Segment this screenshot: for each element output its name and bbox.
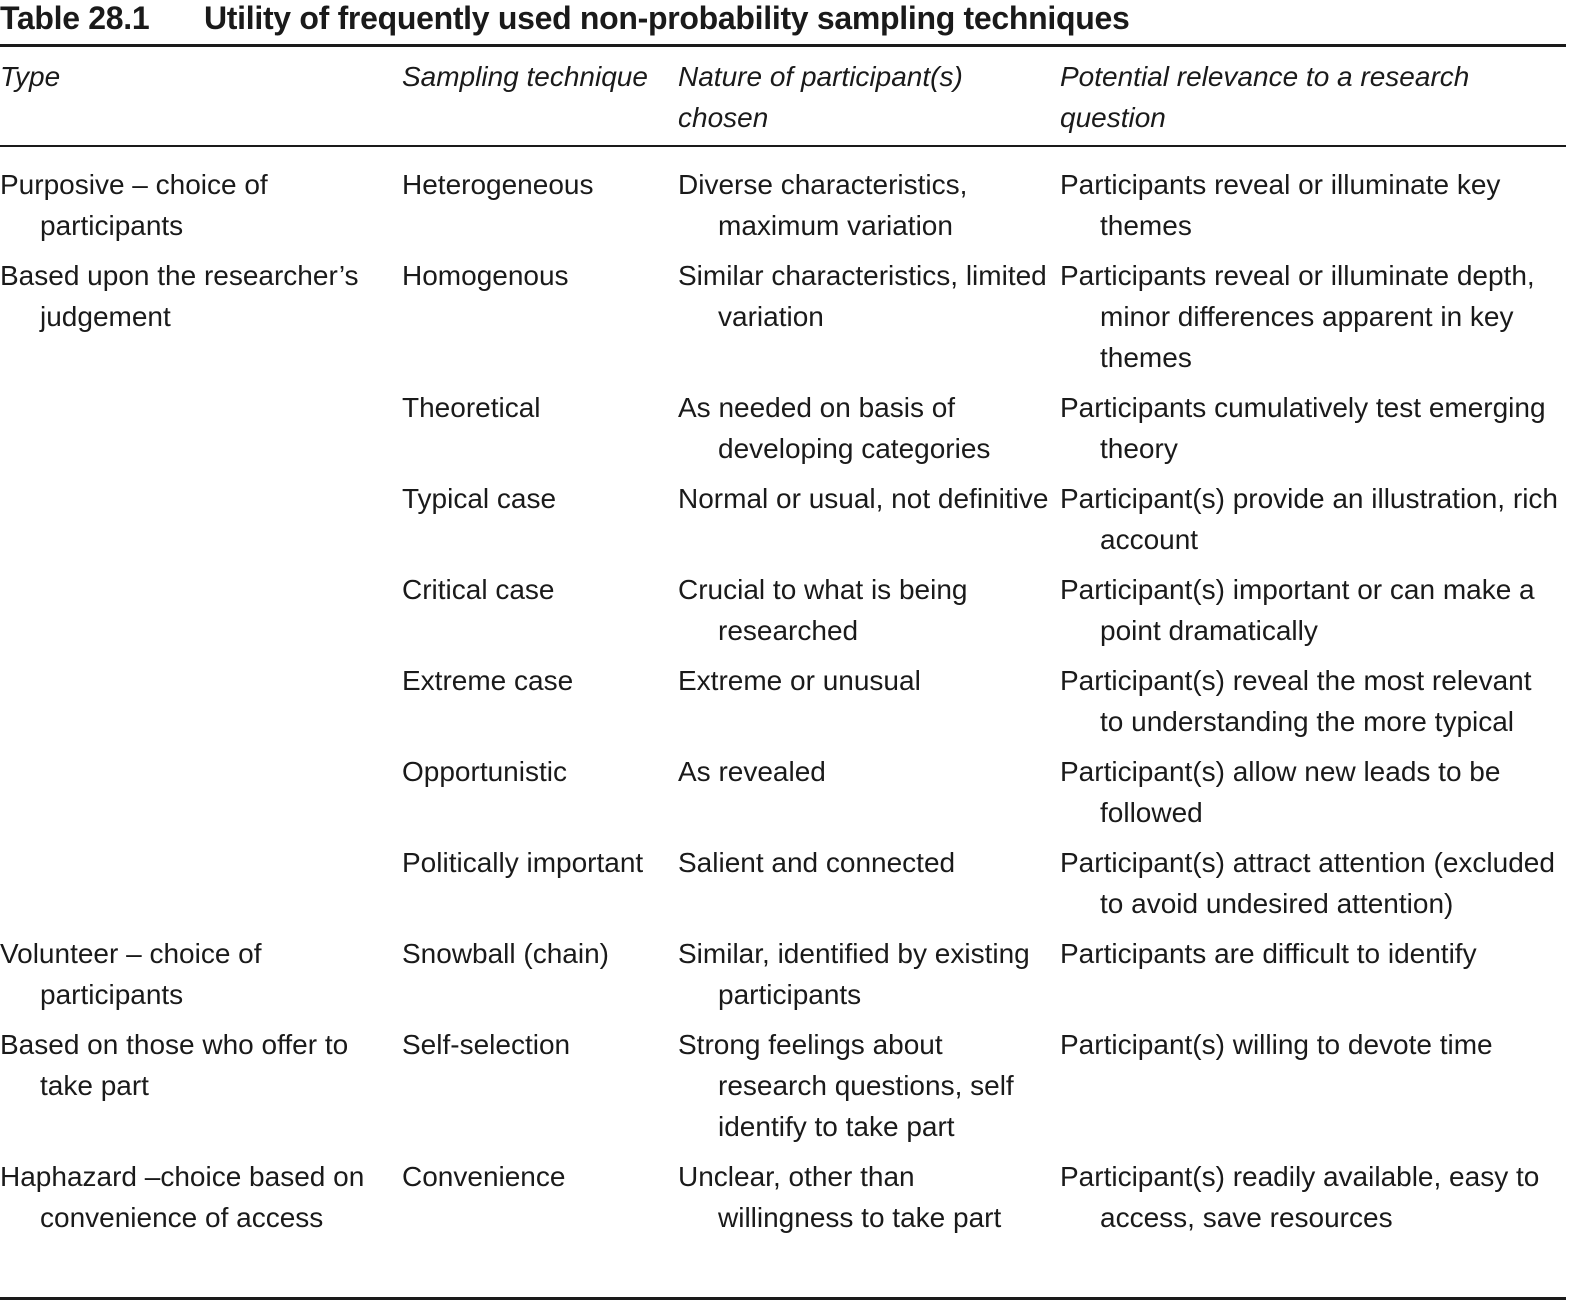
table-title: Utility of frequently used non-probability sampling techniques xyxy=(204,0,1130,36)
cell-type: Based on those who offer to take part xyxy=(0,1029,349,1101)
table-row xyxy=(0,255,1566,387)
cell-nature: Normal or usual, not definitive xyxy=(678,483,1049,514)
header-technique: Sampling technique xyxy=(402,61,648,92)
cell-relevance: Participant(s) willing to devote time xyxy=(1060,1029,1493,1060)
table-row xyxy=(0,164,1566,255)
cell-relevance: Participant(s) readily available, easy to access, save resources xyxy=(1060,1161,1540,1233)
cell-technique: Typical case xyxy=(402,483,557,514)
cell-relevance: Participants reveal or illuminate key themes xyxy=(1060,169,1501,241)
cell-technique: Heterogeneous xyxy=(402,169,594,200)
cell-type xyxy=(0,478,402,569)
cell-relevance: Participant(s) attract attention (excluded to avoid undesired attention) xyxy=(1060,847,1555,919)
top-rule xyxy=(0,44,1566,47)
cell-relevance: Participant(s) allow new leads to be followed xyxy=(1060,756,1501,828)
cell-nature: Diverse characteristics, maximum variation xyxy=(678,169,968,241)
cell-type: Based upon the researcher’s judgement xyxy=(0,260,359,332)
table-row xyxy=(0,478,1566,569)
cell-technique: Extreme case xyxy=(402,665,574,696)
cell-nature: Similar characteristics, limited variation xyxy=(678,260,1047,332)
table-row xyxy=(0,842,1566,933)
cell-nature: As revealed xyxy=(678,756,826,787)
table-header xyxy=(0,56,1566,140)
cell-relevance: Participants reveal or illuminate depth, minor differences apparent in key themes xyxy=(1060,260,1535,373)
cell-nature: Unclear, other than willingness to take part xyxy=(678,1161,1002,1233)
cell-relevance: Participant(s) provide an illustration, rich account xyxy=(1060,483,1558,555)
cell-nature: Extreme or unusual xyxy=(678,665,921,696)
table-row xyxy=(0,1156,1566,1247)
cell-relevance: Participants cumulatively test emerging theory xyxy=(1060,392,1546,464)
cell-type: Purposive – choice of participants xyxy=(0,169,268,241)
cell-relevance: Participants are difficult to identify xyxy=(1060,938,1477,969)
bottom-rule xyxy=(0,1297,1566,1300)
cell-type xyxy=(0,842,402,933)
table-row xyxy=(0,387,1566,478)
header-relevance: Potential relevance to a research question xyxy=(1060,61,1470,133)
cell-nature: Strong feelings about research questions, self identify to take part xyxy=(678,1029,1014,1142)
cell-type xyxy=(0,660,402,751)
cell-nature: Salient and connected xyxy=(678,847,956,878)
cell-type xyxy=(0,569,402,660)
table-body xyxy=(0,164,1566,1247)
cell-technique: Critical case xyxy=(402,574,555,605)
header-type: Type xyxy=(0,61,61,92)
cell-type: Volunteer – choice of participants xyxy=(0,938,262,1010)
table-row xyxy=(0,660,1566,751)
cell-relevance: Participant(s) reveal the most relevant to understanding the more typical xyxy=(1060,665,1532,737)
cell-technique: Self-selection xyxy=(402,1029,571,1060)
cell-technique: Theoretical xyxy=(402,392,541,423)
cell-technique: Politically important xyxy=(402,847,644,878)
cell-technique: Homogenous xyxy=(402,260,569,291)
header-row xyxy=(0,56,1566,140)
cell-type: Haphazard –choice based on convenience of access xyxy=(0,1161,365,1233)
table-number: Table 28.1 xyxy=(0,0,150,36)
header-rule xyxy=(0,145,1566,147)
cell-relevance: Participant(s) important or can make a point dramatically xyxy=(1060,574,1535,646)
cell-nature: Crucial to what is being researched xyxy=(678,574,968,646)
table-row xyxy=(0,933,1566,1024)
cell-technique: Opportunistic xyxy=(402,756,567,787)
header-nature: Nature of participant(s) chosen xyxy=(678,61,963,133)
table-row xyxy=(0,751,1566,842)
cell-technique: Snowball (chain) xyxy=(402,938,609,969)
table-caption xyxy=(0,0,1129,40)
cell-nature: Similar, identified by existing participants xyxy=(678,938,1030,1010)
cell-technique: Convenience xyxy=(402,1161,566,1192)
table-row xyxy=(0,1024,1566,1156)
cell-type xyxy=(0,751,402,842)
cell-nature: As needed on basis of developing categories xyxy=(678,392,991,464)
cell-type xyxy=(0,387,402,478)
table-row xyxy=(0,569,1566,660)
